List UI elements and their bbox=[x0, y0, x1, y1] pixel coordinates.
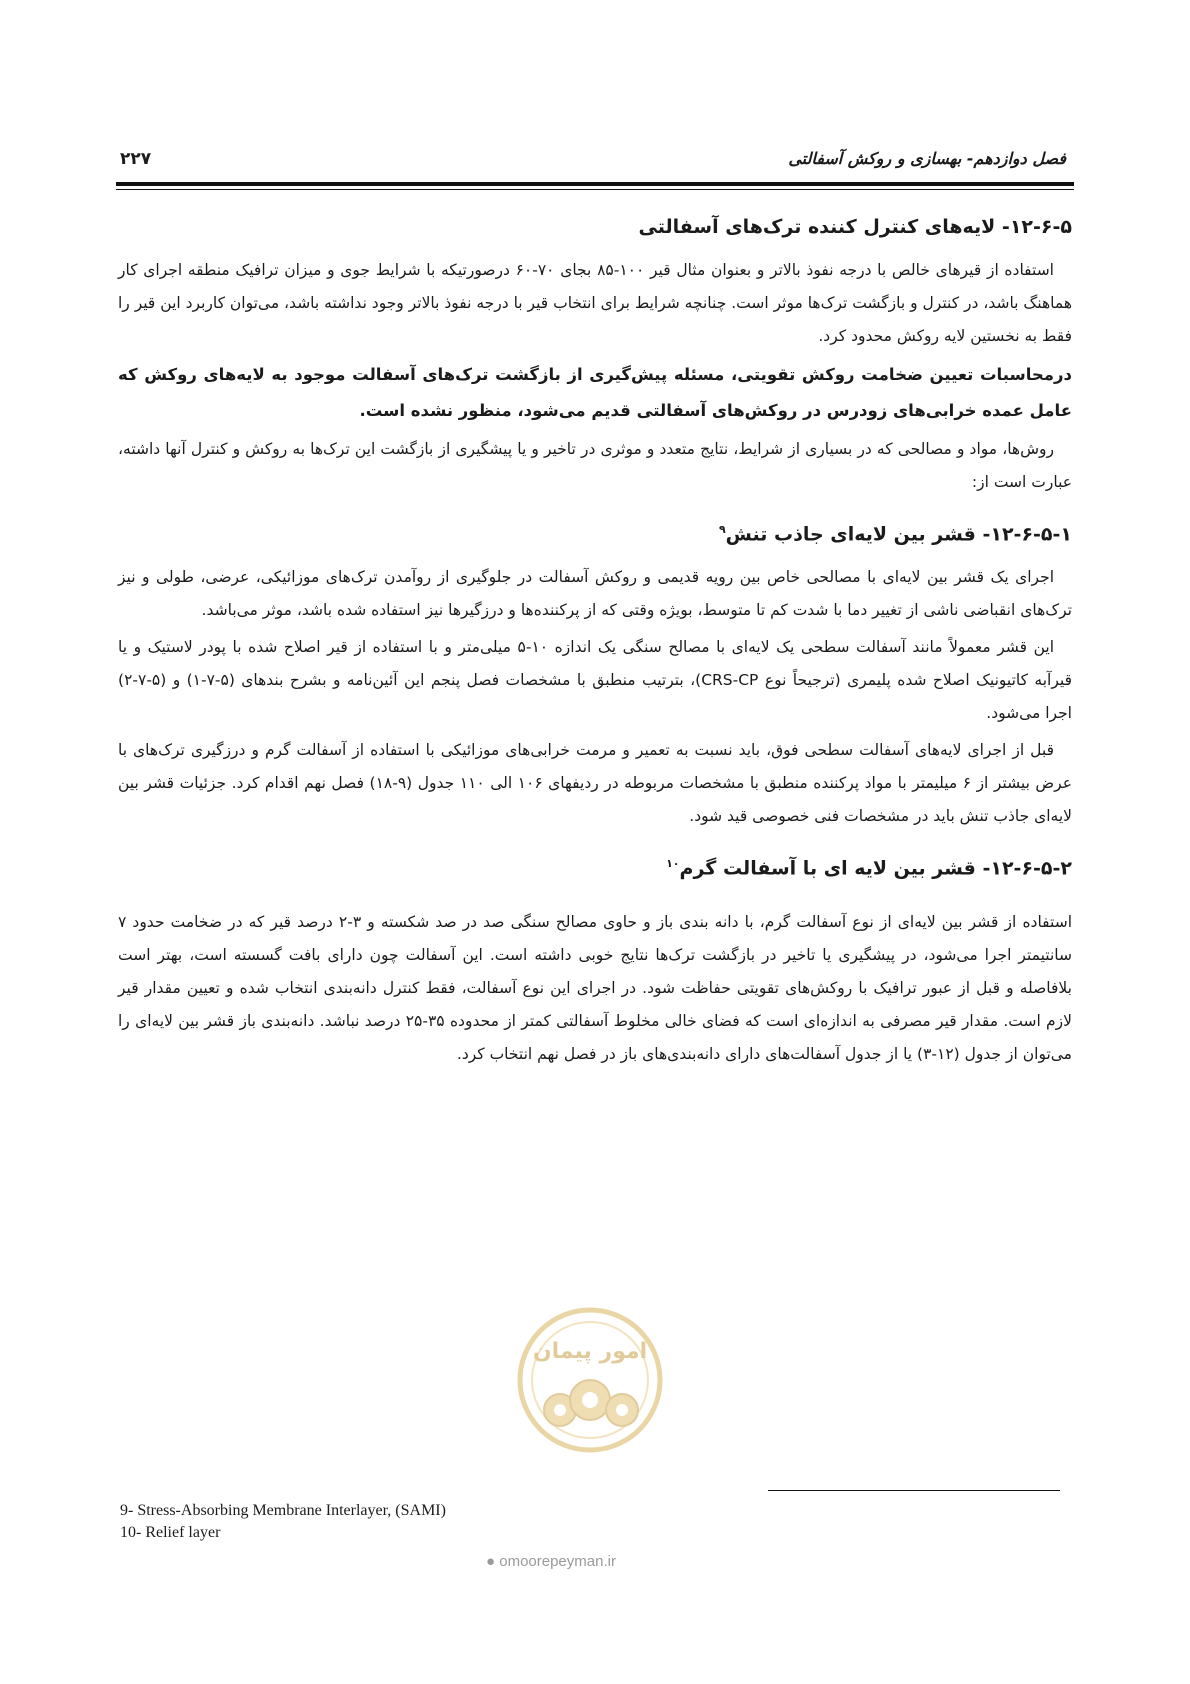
subsection-heading-text: ۱۲-۶-۵-۲- قشر بین لایه ای با آسفالت گرم bbox=[679, 857, 1072, 880]
globe-icon: ● bbox=[486, 1553, 500, 1570]
watermark-logo-text: امور پیمان bbox=[532, 1339, 648, 1364]
watermark-url-text: omoorepeyman.ir bbox=[499, 1553, 616, 1570]
header-rule-thick bbox=[116, 182, 1074, 186]
page-header bbox=[120, 145, 1070, 183]
footnotes bbox=[120, 1500, 446, 1544]
chapter-title: فصل دوازدهم- بهسازی و روکش آسفالتی bbox=[788, 149, 1066, 168]
bold-paragraph: درمحاسبات تعیین ضخامت روکش تقویتی، مسئله پیش‌گیری از بازگشت ترک‌های آسفالت موجود به لایه‌های روکش که عامل عمده خرابی‌های زودرس در روکش‌های آسفالتی قدیم می‌شود، منظور نشده است. bbox=[118, 365, 1072, 420]
paragraph: این قشر معمولاً مانند آسفالت سطحی یک لایه‌ای با مصالح سنگی یک اندازه ۱۰-۵ میلی‌متر و با استفاده از قیر اصلاح شده با پودر لاستیک و یا قیرآبه کاتیونیک اصلاح شده پلیمری (ترجیحاً نوع CRS-CP)، بترتیب منطبق با مشخصات فصل پنجم این آئین‌نامه و بشرح بندهای (۵-۷-۱) و (۵-۷-۲) اجرا می‌شود. bbox=[118, 638, 1073, 723]
footnote-10: 10- Relief layer bbox=[120, 1524, 221, 1541]
main-content bbox=[118, 210, 1072, 1075]
subsection-heading bbox=[118, 847, 1072, 885]
paragraph: قبل از اجرای لایه‌های آسفالت سطحی فوق، باید نسبت به تعمیر و مرمت خرابی‌های موزائیکی با استفاده از آسفالت گرم و درزگیری ترک‌های با عرض بیشتر از ۶ میلیمتر با مواد پرکننده منطبق با مشخصات مربوطه در ردیفهای ۱۰۶ الی ۱۱۰ جدول (۹-۱۸) فصل نهم اقدام کرد. جزئیات قشر بین لایه‌ای جاذب تنش باید در مشخصات فنی خصوصی قید شود. bbox=[118, 741, 1072, 826]
footnote-9: 9- Stress-Absorbing Membrane Interlayer, (SAMI) bbox=[120, 1502, 446, 1519]
spacer bbox=[118, 837, 1072, 847]
page-number: ۲۲۷ bbox=[120, 149, 152, 169]
subsection-heading-text: ۱۲-۶-۵-۱- قشر بین لایه‌ای جاذب تنش bbox=[725, 523, 1072, 546]
subsection-heading bbox=[118, 513, 1072, 551]
paragraph: اجرای یک قشر بین لایه‌ای با مصالحی خاص بین رویه قدیمی و روکش آسفالت در جلوگیری از روآمدن ترک‌های موزائیکی، عرضی، طولی و نیز ترک‌های انقباضی ناشی از تغییر دما با شدت کم تا متوسط، بویژه وقتی که از پرکننده‌ها و درزگیرها نیز استفاده شده باشد، موثر می‌باشد. bbox=[118, 568, 1072, 620]
footnote-ref[interactable]: ۹ bbox=[718, 523, 726, 536]
spacer bbox=[118, 896, 1072, 906]
section-heading bbox=[118, 210, 1072, 244]
section-heading-text: ۱۲-۶-۵- لایه‌های کنترل کننده ترک‌های آسفالتی bbox=[638, 216, 1072, 238]
footnote-rule bbox=[768, 1490, 1060, 1491]
paragraph: روش‌ها، مواد و مصالحی که در بسیاری از شرایط، نتایج متعدد و موثری در تاخیر و یا پیشگیری از بازگشت این ترک‌ها به روکش و کنترل آنها داشته، عبارت است از: bbox=[118, 440, 1072, 491]
watermark-logo bbox=[490, 1300, 690, 1480]
spacer bbox=[118, 503, 1072, 513]
paragraph: استفاده از قشر بین لایه‌ای از نوع آسفالت گرم، با دانه بندی باز و حاوی مصالح سنگی صد در صد شکسته و ۳-۲ درصد قیر که در ضخامت حدود ۷ سانتیمتر اجرا می‌شود، در پیشگیری یا تاخیر در بازگشت ترک‌ها نتایج خوبی داشته است. این آسفالت چون دارای بافت گسسته است، بهتر است بلافاصله و قبل از عبور ترافیک با روکش‌های تقویتی حفاظت شود. در اجرای این نوع آسفالت، فقط کنترل دانه‌بندی انتخاب شده و تعیین مقدار قیر لازم است. مقدار قیر مصرفی به اندازه‌ای است که فضای خالی مخلوط آسفالتی کمتر از محدوده ۳۵-۲۵ درصد نباشد. دانه‌بندی باز قشر بین لایه‌ای را می‌توان از جدول (۱۲-۳) یا از جدول آسفالت‌های دارای دانه‌بندی‌های باز در فصل نهم انتخاب کرد. bbox=[118, 912, 1072, 1063]
header-rule-thin bbox=[116, 189, 1074, 190]
paragraph: استفاده از قیرهای خالص با درجه نفوذ بالاتر و بعنوان مثال قیر ۱۰۰-۸۵ بجای ۷۰-۶۰ درصورتیکه با شرایط جوی و میزان ترافیک منطقه اجرای کار هماهنگ باشد، در کنترل و بازگشت ترک‌ها موثر است. چنانچه شرایط برای انتخاب قیر با درجه نفوذ بالاتر وجود نداشته باشد، می‌توان کاربرد این قیر را فقط به نخستین لایه روکش محدود کرد. bbox=[117, 261, 1072, 345]
footnote-ref[interactable]: ۱۰ bbox=[666, 857, 680, 871]
watermark-url bbox=[486, 1553, 616, 1570]
